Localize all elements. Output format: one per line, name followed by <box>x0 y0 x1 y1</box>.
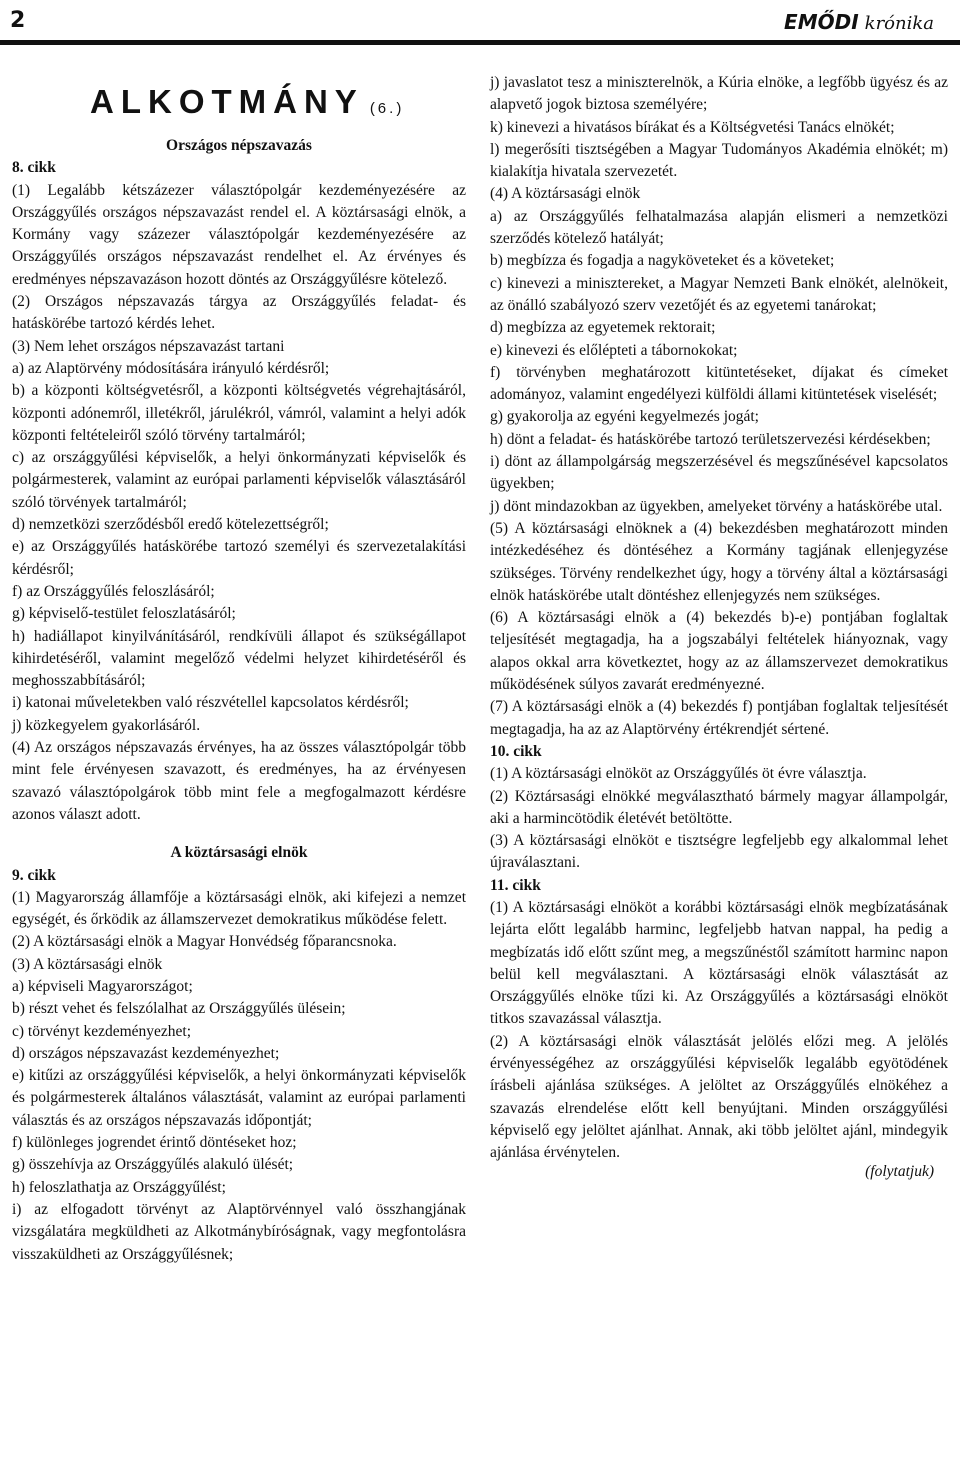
masthead-secondary: krónika <box>864 13 934 34</box>
right-column <box>490 72 948 1183</box>
article-heading: 9. cikk <box>12 866 56 884</box>
paragraph: c) kinevezi a minisztereket, a Magyar Nemzeti Bank elnökét, alelnökeit, az önálló szabályozó szerv vezetőjét és az egyetemi tanárokat; <box>490 274 948 314</box>
paragraph: f) különleges jogrendet érintő döntéseket hoz; <box>12 1134 297 1152</box>
paragraph: (2) Köztársasági elnökké megválasztható bármely magyar állampolgár, aki a harmincötödik életévét betöltötte. <box>490 787 948 827</box>
paragraph: (3) A köztársasági elnököt e tisztségre legfeljebb egy alkalommal lehet újraválasztani. <box>490 832 948 872</box>
paragraph: (5) A köztársasági elnöknek a (4) bekezdésben meghatározott minden intézkedéséhez és döntéséhez a Kormány tagjának ellenjegyzése szükséges. Törvény rendelkezhet úgy, hogy a törvény által a köztársasági elnök hatáskörébe utalt döntéshez ellenjegyzés nem szükséges. <box>490 519 948 604</box>
paragraph: (6) A köztársasági elnök a (4) bekezdés b)-e) pontjában foglaltak teljesítését megtagadja, ha a jogszabályi feltételek hiányoznak, vagy alapos okkal arra következtet, hogy az az államszervezet demokratikus működésének súlyos zavarát eredményezné. <box>490 609 948 694</box>
paragraph: d) nemzetközi szerződésből eredő kötelezettségről; <box>12 516 329 534</box>
paragraph: d) országos népszavazást kezdeményezhet; <box>12 1044 280 1062</box>
paragraph: a) képviseli Magyarországot; <box>12 977 193 995</box>
paragraph: e) kinevezi és előlépteti a tábornokokat; <box>490 341 738 359</box>
paragraph: (4) Az országos népszavazás érvényes, ha az összes választópolgár több mint fele érvényesen szavazott, és eredményes, ha az érvényesen szavazó választópolgárok több mint fele a megfogalmazott kérdésre azonos választ adott. <box>12 739 466 823</box>
paragraph: (1) Magyarország államfője a köztársasági elnök, aki kifejezi a nemzet egységét, és őrködik az államszervezet demokratikus működése felett. <box>12 888 466 929</box>
paragraph: i) az elfogadott törvényt az Alaptörvénnyel való összhangjának vizsgálatára megküldheti az Alkotmánybíróságnak, vagy megfontolásra visszaküldheti az Országgyűlésnek; <box>12 1200 466 1263</box>
paragraph: j) közkegyelem gyakorlásáról. <box>12 716 201 734</box>
article-heading: 8. cikk <box>12 159 56 177</box>
paragraph: (7) A köztársasági elnök a (4) bekezdés f) pontjában foglaltak teljesítését megtagadja, ha az az Alaptörvény értékrendjét sértené. <box>490 698 948 738</box>
paragraph: f) törvényben meghatározott kitüntetéseket, díjakat és címeket adományoz, valamint engedélyezi külföldi állami kitüntetések viselését; <box>490 363 948 404</box>
paragraph: c) az országgyűlési képviselők, a helyi önkormányzati képviselők és polgármesterek, valamint az európai parlamenti képviselők választásáról szóló törvények tartalmáról; <box>12 449 466 511</box>
page-header <box>0 0 960 40</box>
article-heading: 10. cikk <box>490 742 542 760</box>
paragraph: h) feloszlathatja az Országgyűlést; <box>12 1178 226 1196</box>
page-number: 2 <box>10 8 26 33</box>
paragraph: i) dönt az állampolgárság megszerzésével és megszűnésével kapcsolatos ügyekben; <box>490 453 948 493</box>
paragraph: g) képviselő-testület feloszlatásáról; <box>12 605 236 623</box>
article-title <box>90 82 466 129</box>
masthead <box>784 10 934 34</box>
paragraph: a) az Alaptörvény módosítására irányuló kérdésről; <box>12 359 330 377</box>
paragraph: l) megerősíti tisztségében a Magyar Tudományos Akadémia elnökét; m) kialakítja hivatala szervezetét. <box>490 140 948 181</box>
paragraph: a) az Országgyűlés felhatalmazása alapján elismeri a nemzetközi szerződés kötelező hatályát; <box>490 207 948 248</box>
paragraph: k) kinevezi a hivatásos bírákat és a Költségvetési Tanács elnökét; <box>490 118 895 136</box>
paragraph: f) az Országgyűlés feloszlásáról; <box>12 582 215 600</box>
paragraph: (4) A köztársasági elnök <box>490 185 641 203</box>
paragraph: d) megbízza az egyetemek rektorait; <box>490 319 716 337</box>
paragraph: b) a központi költségvetésről, a központi költségvetés végrehajtásáról, központi adónemről, illetékről, járulékról, vámról, valamint a helyi adók központi feltételeiről szóló törvény tartalmáról; <box>12 382 466 444</box>
article-heading: 11. cikk <box>490 876 541 894</box>
paragraph: e) kitűzi az országgyűlési képviselők, a helyi önkormányzati képviselők és polgármesterek általános választását, valamint az európai parlamenti választás és az országos népszavazás időpontját; <box>12 1067 466 1129</box>
paragraph: (1) A köztársasági elnököt az Országgyűlés öt évre választja. <box>490 765 867 783</box>
paragraph: j) javaslatot tesz a miniszterelnök, a Kúria elnöke, a legfőbb ügyész és az alapvető jogok biztosa személyére; <box>490 74 948 114</box>
paragraph: b) részt vehet és felszólalhat az Országgyűlés ülésein; <box>12 1000 346 1018</box>
article-title-text: ALKOTMÁNY <box>90 83 364 120</box>
paragraph: g) összehívja az Országgyűlés alakuló ülését; <box>12 1156 294 1174</box>
paragraph: (1) A köztársasági elnököt a korábbi köztársasági elnök megbízatásának lejárta előtt legalább harminc, legfeljebb hatvan nappal, ha pedig a megbízatás idő előtt szűnt meg, a megszűnéstől számított harminc napon belül kell megválasztani. A köztársasági elnök választását az Országgyűlés elnöke tűzi ki. Az Országgyűlés a köztársasági elnököt titkos szavazással választja. <box>490 898 948 1028</box>
paragraph: (2) A köztársasági elnök a Magyar Honvédség főparancsnoka. <box>12 933 397 951</box>
paragraph: e) az Országgyűlés hatáskörébe tartozó személyi és szervezetalakítási kérdésről; <box>12 538 466 578</box>
paragraph: (2) A köztársasági elnök választását jelölés előzi meg. A jelölés érvényességéhez az országgyűlési képviselők legalább egyötödének írásbeli ajánlása szükséges. A jelöltet az Országgyűlés elnökéhez a szavazás elrendelése előtt kell benyújtani. Minden országgyűlési képviselő egy jelöltet ajánlhat. Annak, aki több jelöltet ajánl, mindegyik ajánlása érvénytelen. <box>490 1032 948 1162</box>
paragraph: i) katonai műveletekben való részvétellel kapcsolatos kérdésről; <box>12 694 409 712</box>
masthead-primary: EMŐDI <box>784 10 859 34</box>
section-spacer <box>12 826 466 842</box>
paragraph: c) törvényt kezdeményezhet; <box>12 1022 192 1040</box>
paragraph: (3) A köztársasági elnök <box>12 955 163 973</box>
section-heading: A köztársasági elnök <box>170 844 308 862</box>
section-heading: Országos népszavazás <box>166 137 312 154</box>
article-title-suffix: (6.) <box>369 100 405 117</box>
left-column <box>12 72 466 1266</box>
paragraph: (3) Nem lehet országos népszavazást tartani <box>12 337 285 355</box>
paragraph: h) dönt a feladat- és hatáskörébe tartozó területszervezési kérdésekben; <box>490 430 931 448</box>
paragraph: (1) Legalább kétszázezer választópolgár kezdeményezésére az Országgyűlés országos népszavazást rendel el. A köztársasági elnök, a Kormány vagy százezer választópolgár kezdeményezésére az Országgyűlés országos népszavazást rendelhet el. Az érvényes és eredményes népszavazáson hozott döntés az Országgyűlésre kötelező. <box>12 181 466 288</box>
header-rule <box>0 40 960 45</box>
paragraph: b) megbízza és fogadja a nagyköveteket és a követeket; <box>490 252 835 270</box>
continuation-note: (folytatjuk) <box>865 1162 934 1180</box>
paragraph: j) dönt mindazokban az ügyekben, amelyeket törvény a hatáskörébe utal. <box>490 497 943 515</box>
paragraph: g) gyakorolja az egyéni kegyelmezés jogát; <box>490 408 759 426</box>
paragraph: h) hadiállapot kinyilvánításáról, rendkívüli állapot és szükségállapot kihirdetéséről, valamint megelőző védelmi helyzet kihirdetéséről és meghosszabbításáról; <box>12 627 466 690</box>
paragraph: (2) Országos népszavazás tárgya az Országgyűlés feladat- és hatáskörébe tartozó kérdés lehet. <box>12 293 466 333</box>
